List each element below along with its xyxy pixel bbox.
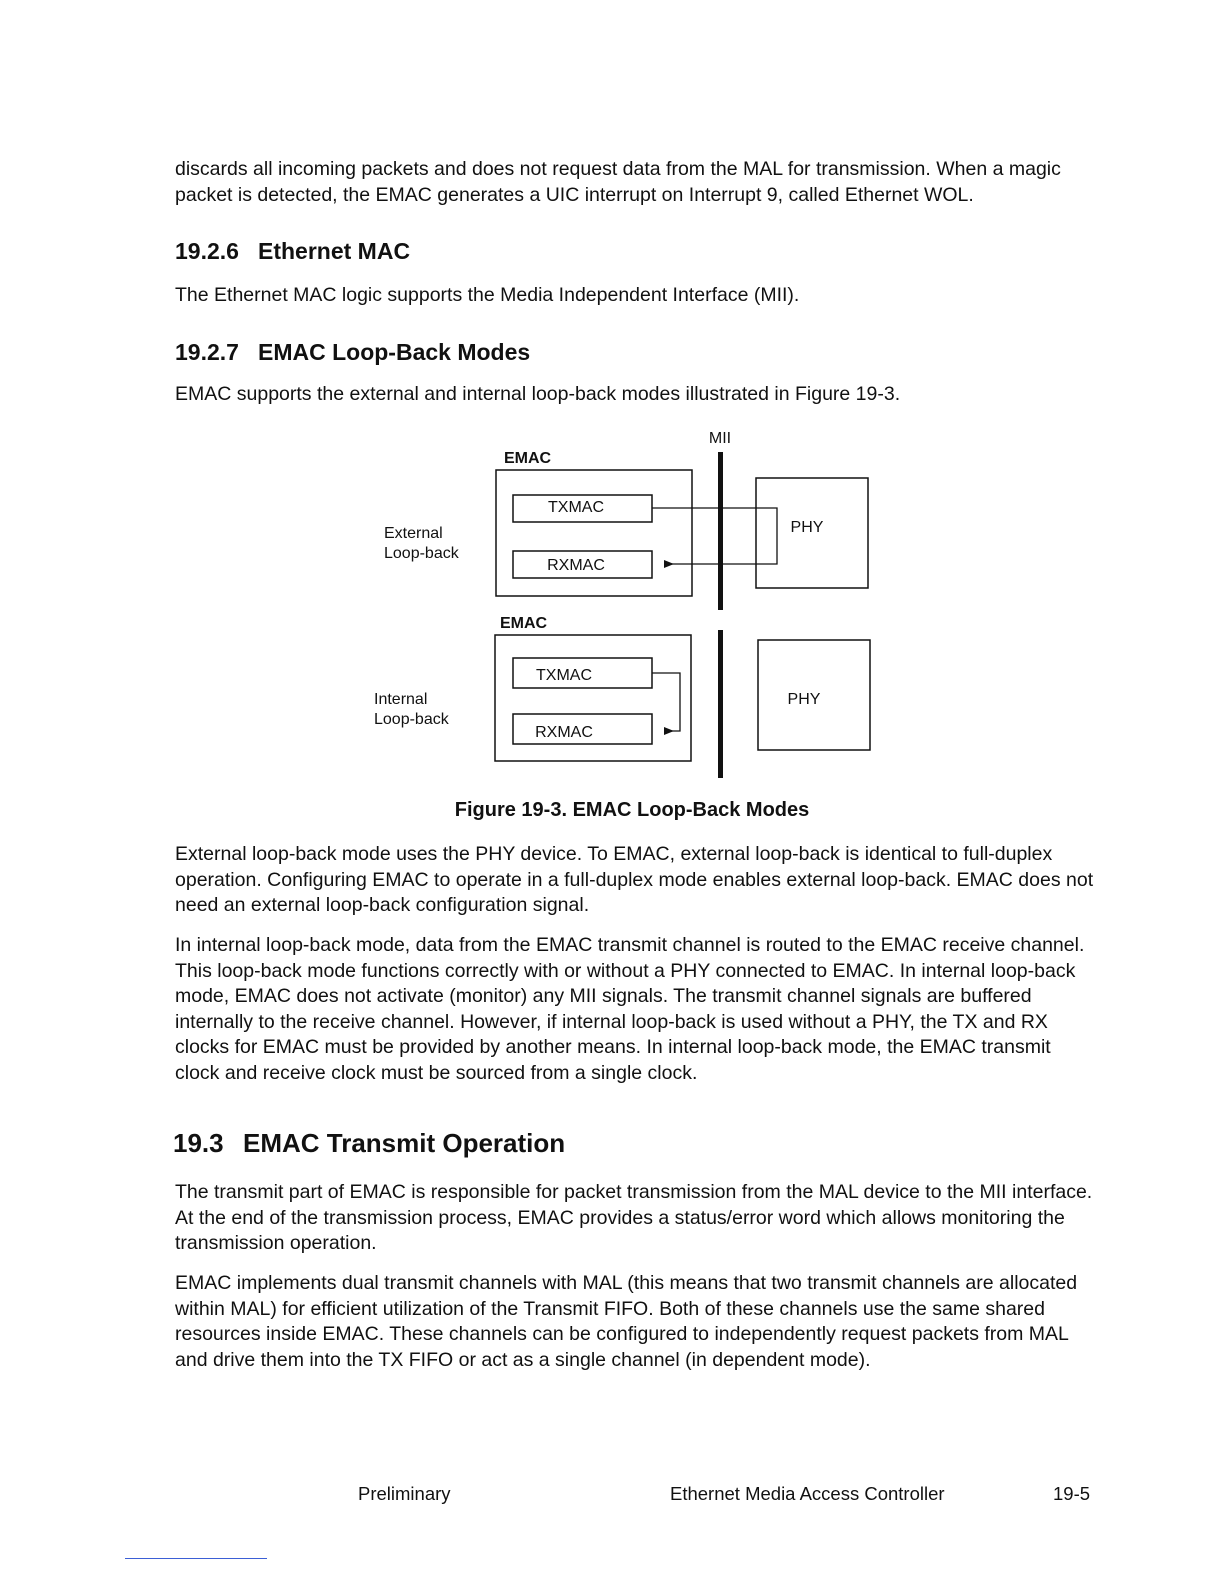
heading-title: EMAC Loop-Back Modes	[258, 339, 531, 365]
external-loopback-path	[652, 508, 777, 564]
internal-txmac-label: TXMAC	[536, 667, 592, 684]
footer-page-number: 19-5	[1053, 1483, 1091, 1504]
loopback-figure	[0, 420, 1224, 800]
paragraph-transmit-2: EMAC implements dual transmit channels with MAL (this means that two transmit channels are allocated within MAL) for efficient utilization of the Transmit FIFO. Both of these channels use the same shared resources inside EMAC. These channels can be configured to independently request packets from MAL and drive them into the TX FIFO or act as a single channel (in dependent mode).	[175, 1272, 1078, 1371]
heading-number: 19.3	[173, 1128, 224, 1158]
paragraph-loopback-intro: EMAC supports the external and internal loop-back modes illustrated in Figure 19-3.	[175, 383, 901, 405]
mii-bus-bar-upper	[718, 452, 723, 610]
mii-label: MII	[708, 430, 732, 447]
external-emac-box	[496, 470, 692, 596]
internal-label-line2: Loop-back	[374, 711, 449, 728]
internal-loopback-path	[652, 673, 680, 731]
footnote-rule	[125, 1558, 267, 1559]
internal-emac-label: EMAC	[500, 615, 548, 632]
heading-19-2-6	[175, 238, 410, 265]
internal-label-line1: Internal	[374, 691, 428, 708]
mii-bus-bar-lower	[718, 630, 723, 778]
paragraph-external-loopback: External loop-back mode uses the PHY device. To EMAC, external loop-back is identical to full-duplex operation. Configuring EMAC to operate in a full-duplex mode enables external loop-back. EMAC does not need an external loop-back configuration signal.	[175, 843, 1094, 916]
heading-19-3	[173, 1128, 565, 1159]
external-rxmac-label: RXMAC	[547, 557, 605, 574]
heading-number: 19.2.6	[175, 238, 239, 264]
heading-title: Ethernet MAC	[258, 238, 411, 264]
internal-emac-box	[495, 635, 691, 761]
external-phy-label: PHY	[790, 519, 824, 536]
internal-loopback-diagram	[374, 615, 870, 761]
external-label-line2: Loop-back	[384, 545, 459, 562]
external-emac-label: EMAC	[504, 450, 552, 467]
heading-19-2-7	[175, 339, 530, 366]
heading-title: EMAC Transmit Operation	[243, 1128, 566, 1158]
figure-caption: Figure 19-3. EMAC Loop-Back Modes	[454, 799, 810, 821]
footer-status: Preliminary	[358, 1483, 451, 1504]
paragraph-mac: The Ethernet MAC logic supports the Media Independent Interface (MII).	[175, 284, 800, 306]
heading-number: 19.2.7	[175, 339, 239, 365]
external-loopback-diagram	[384, 450, 868, 596]
paragraph-transmit-1: The transmit part of EMAC is responsible for packet transmission from the MAL device to the MII interface. At the end of the transmission process, EMAC provides a status/error word which allows monitoring the transmission operation.	[175, 1181, 1093, 1254]
internal-rxmac-label: RXMAC	[535, 724, 593, 741]
external-label-line1: External	[384, 525, 443, 542]
external-txmac-label: TXMAC	[548, 499, 604, 516]
footer-chapter: Ethernet Media Access Controller	[670, 1483, 945, 1504]
internal-phy-label: PHY	[787, 691, 821, 708]
paragraph-intro: discards all incoming packets and does not request data from the MAL for transmission. When a magic packet is detected, the EMAC generates a UIC interrupt on Interrupt 9, called Ethernet WOL.	[175, 158, 1061, 206]
paragraph-internal-loopback: In internal loop-back mode, data from the EMAC transmit channel is routed to the EMAC receive channel. This loop-back mode functions correctly with or without a PHY connected to EMAC. In internal loop-back mode, EMAC does not activate (monitor) any MII signals. The transmit channel signals are buffered internally to the receive channel. However, if internal loop-back is used without a PHY, the TX and RX clocks for EMAC must be provided by another means. In internal loop-back mode, the EMAC transmit clock and receive clock must be sourced from a single clock.	[175, 934, 1085, 1084]
